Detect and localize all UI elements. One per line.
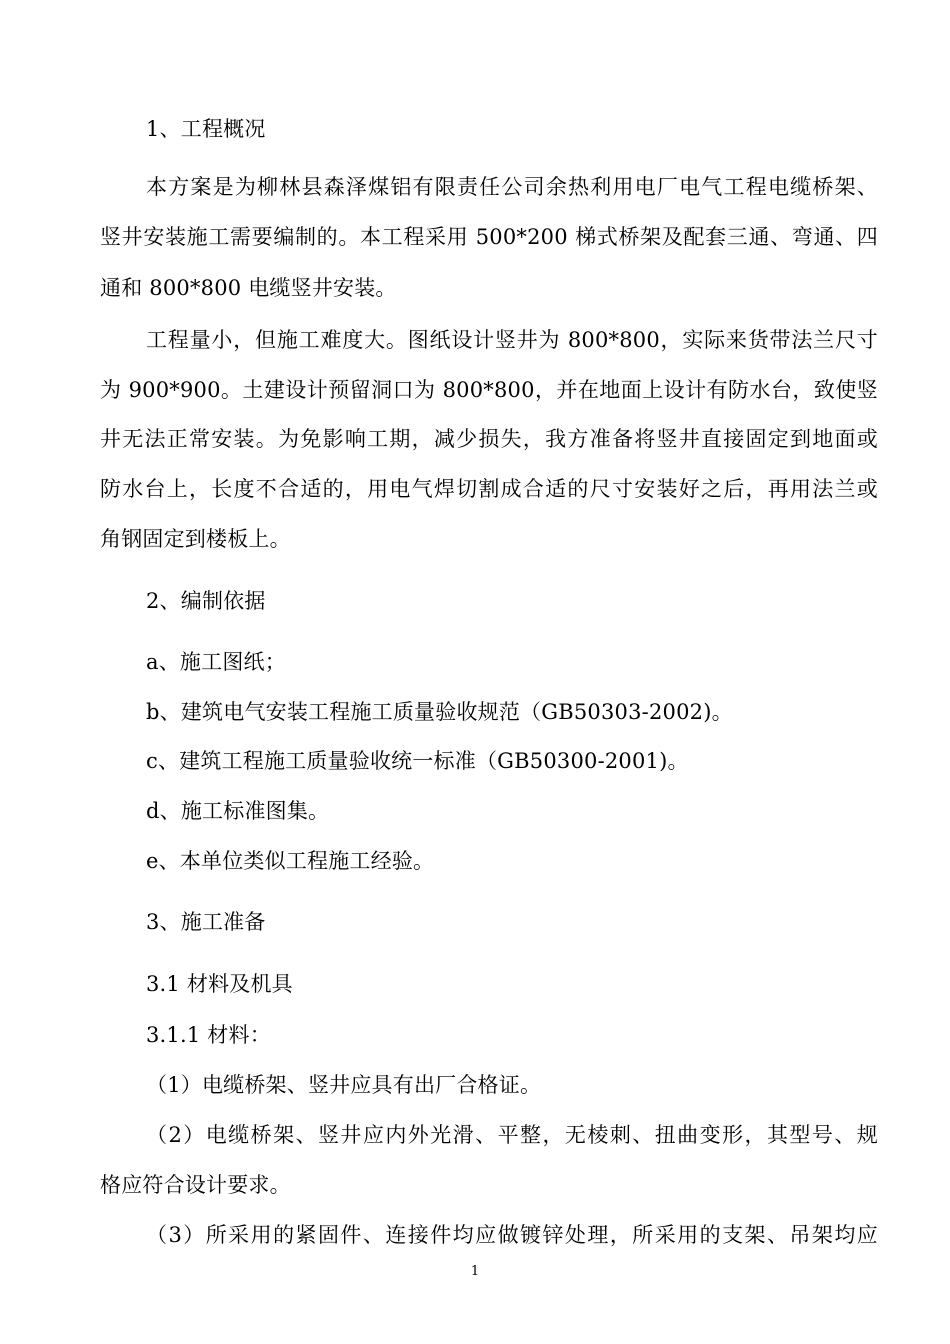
material-item-2-line-1: （2）电缆桥架、竖井应内外光滑、平整，无棱刺、扭曲变形，其型号、规	[146, 1123, 878, 1147]
material-item-3-line-1: （3）所采用的紧固件、连接件均应做镀锌处理，所采用的支架、吊架均应	[146, 1223, 878, 1247]
paragraph-2-line-1: 工程量小，但施工难度大。图纸设计竖井为 800*800，实际来货带法兰尺寸	[146, 328, 878, 352]
basis-item-d: d、施工标准图集。	[146, 799, 330, 823]
paragraph-1-line-2: 竖井安装施工需要编制的。本工程采用 500*200 梯式桥架及配套三通、弯通、四	[100, 225, 878, 249]
basis-item-a: a、施工图纸；	[146, 650, 286, 674]
paragraph-1-line-3: 通和 800*800 电缆竖井安装。	[100, 276, 397, 300]
paragraph-1-line-1: 本方案是为柳林县森泽煤铝有限责任公司余热利用电厂电气工程电缆桥架、	[146, 175, 878, 199]
section-1-heading: 1、工程概况	[146, 117, 266, 141]
paragraph-2-line-5: 角钢固定到楼板上。	[100, 527, 291, 551]
paragraph-2-line-4: 防水台上，长度不合适的，用电气焊切割成合适的尺寸安装好之后，再用法兰或	[100, 477, 878, 501]
subsection-3-1-1-heading: 3.1.1 材料：	[146, 1023, 271, 1047]
subsection-3-1-heading: 3.1 材料及机具	[146, 972, 293, 996]
paragraph-2-line-2: 为 900*900。土建设计预留洞口为 800*800，并在地面上设计有防水台，致使竖	[100, 378, 878, 402]
section-3-heading: 3、施工准备	[146, 910, 266, 934]
page-number: 1	[470, 1264, 480, 1279]
paragraph-2-line-3: 井无法正常安装。为免影响工期，减少损失，我方准备将竖井直接固定到地面或	[100, 427, 878, 451]
basis-item-b: b、建筑电气安装工程施工质量验收规范（GB50303-2002)。	[146, 700, 733, 724]
material-item-2-line-2: 格应符合设计要求。	[100, 1173, 291, 1197]
section-2-heading: 2、编制依据	[146, 589, 266, 613]
material-item-1: （1）电缆桥架、竖井应具有出厂合格证。	[146, 1073, 542, 1097]
basis-item-c: c、建筑工程施工质量验收统一标准（GB50300-2001)。	[146, 749, 689, 773]
basis-item-e: e、本单位类似工程施工经验。	[146, 849, 435, 873]
